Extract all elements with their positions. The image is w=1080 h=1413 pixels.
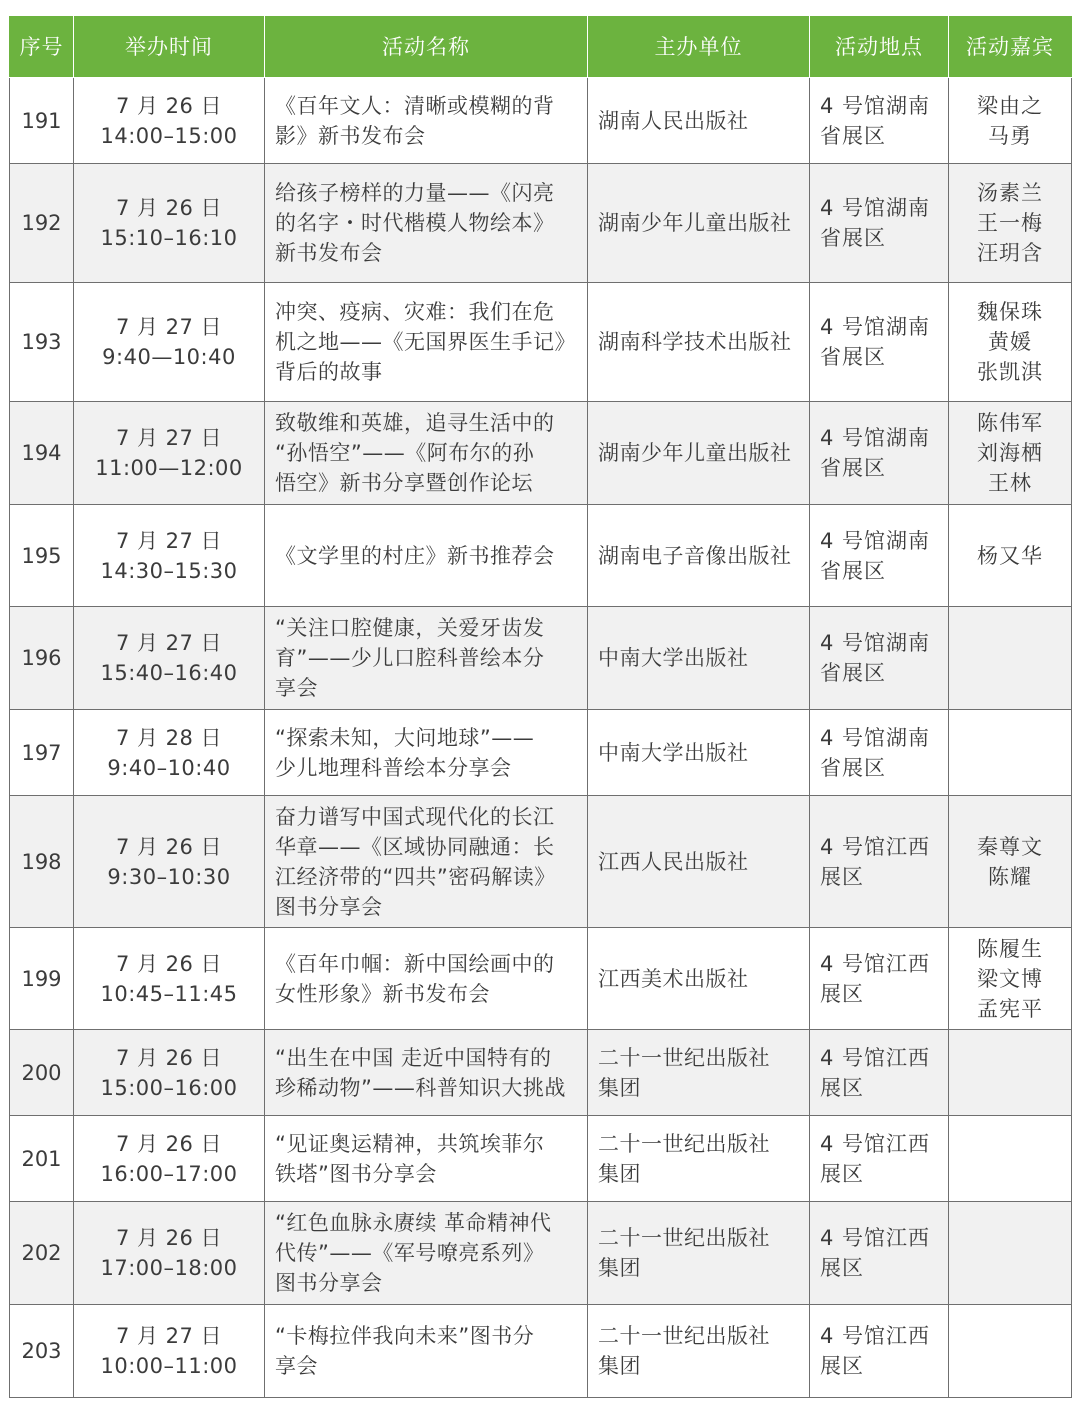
cell-location-line: 4 号馆江西: [820, 1226, 931, 1250]
cell-event-name: [265, 928, 588, 1030]
cell-organizer-line: 二十一世纪出版社: [598, 1226, 770, 1250]
cell-guests: [949, 283, 1072, 402]
cell-event-name-line: 的名字・时代楷模人物绘本》: [275, 211, 555, 235]
event-time-range: 17:00–18:00: [100, 1256, 238, 1280]
cell-event-name: [265, 78, 588, 164]
cell-guests: [949, 796, 1072, 928]
event-time-range: 11:00—12:00: [95, 456, 243, 480]
cell-organizer-line: 湖南人民出版社: [598, 108, 749, 133]
cell-location: [810, 796, 949, 928]
cell-location: [810, 505, 949, 607]
cell-location: [810, 607, 949, 710]
cell-guests-line: 汪玥含: [977, 241, 1043, 265]
cell-organizer-line: 江西美术出版社: [598, 966, 749, 991]
cell-location-line: 省展区: [820, 123, 886, 148]
cell-event-name-line: “关注口腔健康，关爱牙齿发: [275, 616, 545, 640]
table-row: [10, 796, 1072, 928]
cell-location: [810, 1116, 949, 1202]
table-row: [10, 164, 1072, 283]
cell-location-line: 4 号馆江西: [820, 1131, 931, 1156]
table-row: [10, 505, 1072, 607]
cell-guests: [949, 164, 1072, 283]
cell-guests-line: 梁文博: [977, 966, 1043, 991]
cell-guests-line: 汤素兰: [977, 181, 1043, 205]
cell-time: [74, 78, 265, 164]
table-row: [10, 1030, 1072, 1116]
cell-location-line: 省展区: [820, 345, 886, 369]
cell-event-name-line: 背后的故事: [275, 360, 383, 384]
cell-organizer: [588, 164, 810, 283]
cell-time: [74, 710, 265, 796]
cell-location-line: 4 号馆江西: [820, 834, 931, 859]
cell-number: 193: [10, 283, 74, 402]
cell-guests: [949, 1116, 1072, 1202]
cell-time: [74, 164, 265, 283]
cell-organizer-line: 集团: [598, 1256, 641, 1280]
cell-event-name-line: 悟空》新书分享暨创作论坛: [275, 471, 533, 495]
cell-event-name-line: 图书分享会: [275, 1271, 383, 1295]
cell-guests-line: 杨又华: [977, 543, 1043, 568]
cell-number: 200: [10, 1030, 74, 1116]
cell-organizer: [588, 78, 810, 164]
event-date: 7 月 28 日: [115, 725, 223, 750]
cell-event-name-line: 江经济带的“四共”密码解读》: [275, 864, 556, 889]
table-row: [10, 1305, 1072, 1398]
cell-location: [810, 1305, 949, 1398]
cell-event-name: [265, 1116, 588, 1202]
event-date: 7 月 26 日: [115, 951, 223, 976]
cell-location-line: 展区: [820, 981, 864, 1006]
cell-event-name: [265, 505, 588, 607]
cell-location-line: 4 号馆湖南: [820, 528, 931, 553]
cell-event-name: [265, 607, 588, 710]
event-date: 7 月 27 日: [115, 631, 223, 655]
cell-event-name-line: 女性形象》新书发布会: [275, 981, 490, 1006]
header-row: [10, 17, 1072, 78]
cell-organizer-line: 集团: [598, 1075, 641, 1100]
event-date: 7 月 26 日: [115, 834, 223, 859]
cell-guests: [949, 505, 1072, 607]
cell-organizer-line: 湖南少年儿童出版社: [598, 211, 792, 235]
cell-event-name-line: 《百年文人：清晰或模糊的背: [275, 93, 555, 118]
cell-location-line: 4 号馆湖南: [820, 93, 931, 118]
cell-event-name-line: 致敬维和英雄，追寻生活中的: [275, 411, 555, 435]
cell-organizer: [588, 1116, 810, 1202]
cell-time: [74, 796, 265, 928]
table-row: [10, 402, 1072, 505]
cell-number: 197: [10, 710, 74, 796]
cell-location-line: 展区: [820, 1354, 864, 1378]
table-row: [10, 710, 1072, 796]
cell-event-name-line: 代传”——《军号嘹亮系列》: [275, 1241, 545, 1265]
cell-organizer: [588, 283, 810, 402]
cell-event-name-line: 华章——《区域协同融通：长: [275, 834, 555, 859]
header-guests: 活动嘉宾: [949, 17, 1072, 78]
cell-event-name-line: 育”——少儿口腔科普绘本分: [275, 646, 545, 670]
cell-location: [810, 402, 949, 505]
cell-number: 192: [10, 164, 74, 283]
cell-guests-line: 王一梅: [977, 211, 1043, 235]
cell-event-name-line: 《百年巾帼：新中国绘画中的: [275, 951, 555, 976]
event-date: 7 月 26 日: [115, 196, 223, 220]
cell-event-name: [265, 1030, 588, 1116]
cell-organizer: [588, 928, 810, 1030]
event-schedule-table: [9, 16, 1072, 1398]
table-row: [10, 1116, 1072, 1202]
header-organizer: 主办单位: [588, 17, 810, 78]
cell-location: [810, 710, 949, 796]
cell-guests: [949, 1202, 1072, 1305]
cell-guests-line: 马勇: [988, 123, 1032, 148]
table-row: [10, 1202, 1072, 1305]
cell-location-line: 省展区: [820, 226, 886, 250]
cell-location: [810, 1030, 949, 1116]
header-no: 序号: [10, 17, 74, 78]
event-time-range: 10:00–11:00: [100, 1354, 238, 1378]
cell-organizer-line: 江西人民出版社: [598, 849, 749, 874]
cell-organizer: [588, 710, 810, 796]
cell-organizer-line: 中南大学出版社: [598, 646, 749, 670]
cell-event-name-line: 影》新书发布会: [275, 123, 426, 148]
cell-organizer: [588, 796, 810, 928]
cell-event-name: [265, 1305, 588, 1398]
cell-time: [74, 1116, 265, 1202]
cell-event-name: [265, 710, 588, 796]
cell-event-name-line: 少儿地理科普绘本分享会: [275, 755, 512, 780]
event-date: 7 月 26 日: [115, 1226, 223, 1250]
cell-time: [74, 283, 265, 402]
cell-organizer: [588, 505, 810, 607]
cell-event-name-line: “出生在中国 走近中国特有的: [275, 1045, 552, 1070]
table-row: [10, 78, 1072, 164]
cell-event-name-line: 《文学里的村庄》新书推荐会: [275, 543, 555, 568]
cell-organizer-line: 二十一世纪出版社: [598, 1131, 770, 1156]
cell-event-name-line: “探索未知，大问地球”——: [275, 725, 535, 750]
cell-guests-line: 张凯淇: [977, 360, 1043, 384]
cell-organizer: [588, 1202, 810, 1305]
cell-guests-line: 王林: [988, 471, 1032, 495]
event-date: 7 月 26 日: [115, 93, 223, 118]
cell-location-line: 展区: [820, 1256, 864, 1280]
cell-guests-line: 魏保珠: [977, 300, 1043, 324]
cell-number: 191: [10, 78, 74, 164]
cell-number: 199: [10, 928, 74, 1030]
event-time-range: 14:30–15:30: [100, 558, 238, 583]
event-time-range: 15:10–16:10: [100, 226, 238, 250]
header-name: 活动名称: [265, 17, 588, 78]
cell-guests: [949, 607, 1072, 710]
cell-number: 203: [10, 1305, 74, 1398]
cell-organizer-line: 集团: [598, 1354, 641, 1378]
cell-event-name: [265, 402, 588, 505]
cell-number: 196: [10, 607, 74, 710]
header-location: 活动地点: [810, 17, 949, 78]
cell-event-name-line: “孙悟空”——《阿布尔的孙: [275, 441, 535, 465]
cell-location: [810, 283, 949, 402]
cell-location-line: 省展区: [820, 558, 886, 583]
cell-event-name-line: 新书发布会: [275, 241, 383, 265]
cell-location-line: 展区: [820, 1161, 864, 1186]
cell-event-name: [265, 1202, 588, 1305]
cell-guests-line: 梁由之: [977, 93, 1043, 118]
cell-event-name-line: “卡梅拉伴我向未来”图书分: [275, 1324, 535, 1348]
cell-time: [74, 1202, 265, 1305]
cell-location-line: 4 号馆江西: [820, 1324, 931, 1348]
cell-location-line: 展区: [820, 864, 864, 889]
cell-number: 198: [10, 796, 74, 928]
cell-location-line: 4 号馆湖南: [820, 426, 931, 450]
cell-location-line: 4 号馆湖南: [820, 196, 931, 220]
table-body: [10, 78, 1072, 1398]
cell-event-name-line: 铁塔”图书分享会: [275, 1161, 437, 1186]
event-time-range: 9:40–10:40: [107, 755, 231, 780]
event-date: 7 月 26 日: [115, 1131, 223, 1156]
cell-event-name: [265, 164, 588, 283]
cell-time: [74, 1305, 265, 1398]
cell-guests: [949, 1030, 1072, 1116]
cell-location-line: 4 号馆江西: [820, 1045, 931, 1070]
cell-location-line: 4 号馆湖南: [820, 631, 931, 655]
event-date: 7 月 27 日: [115, 1324, 223, 1348]
cell-location-line: 4 号馆江西: [820, 951, 931, 976]
cell-location-line: 省展区: [820, 661, 886, 685]
cell-event-name-line: 机之地——《无国界医生手记》: [275, 330, 576, 354]
cell-guests-line: 刘海栖: [977, 441, 1043, 465]
table-header: [10, 17, 1072, 78]
cell-organizer-line: 湖南科学技术出版社: [598, 330, 792, 354]
cell-time: [74, 1030, 265, 1116]
event-date: 7 月 27 日: [115, 528, 223, 553]
event-time-range: 16:00–17:00: [100, 1161, 238, 1186]
cell-event-name-line: 图书分享会: [275, 894, 383, 919]
cell-number: 201: [10, 1116, 74, 1202]
event-time-range: 15:00–16:00: [100, 1075, 238, 1100]
cell-organizer: [588, 1030, 810, 1116]
cell-event-name-line: 奋力谱写中国式现代化的长江: [275, 804, 555, 829]
cell-organizer: [588, 1305, 810, 1398]
event-date: 7 月 27 日: [115, 315, 223, 339]
cell-guests-line: 陈伟军: [977, 411, 1043, 435]
cell-event-name-line: 给孩子榜样的力量——《闪亮: [275, 181, 555, 205]
cell-guests-line: 黄媛: [988, 330, 1032, 354]
cell-guests-line: 孟宪平: [977, 996, 1043, 1021]
cell-guests: [949, 78, 1072, 164]
cell-organizer-line: 湖南少年儿童出版社: [598, 441, 792, 465]
cell-organizer: [588, 607, 810, 710]
header-time: 举办时间: [74, 17, 265, 78]
cell-guests: [949, 402, 1072, 505]
event-time-range: 9:30–10:30: [107, 864, 231, 889]
cell-organizer-line: 集团: [598, 1161, 641, 1186]
cell-location: [810, 78, 949, 164]
cell-location-line: 4 号馆湖南: [820, 725, 931, 750]
cell-event-name-line: 冲突、疫病、灾难：我们在危: [275, 300, 555, 324]
cell-event-name: [265, 796, 588, 928]
event-time-range: 9:40—10:40: [102, 345, 236, 369]
event-time-range: 15:40–16:40: [100, 661, 238, 685]
cell-location-line: 省展区: [820, 456, 886, 480]
cell-number: 202: [10, 1202, 74, 1305]
event-date: 7 月 27 日: [115, 426, 223, 450]
cell-event-name-line: 享会: [275, 676, 318, 700]
cell-location: [810, 1202, 949, 1305]
event-time-range: 14:00–15:00: [100, 123, 238, 148]
event-date: 7 月 26 日: [115, 1045, 223, 1070]
cell-organizer-line: 二十一世纪出版社: [598, 1045, 770, 1070]
cell-event-name-line: “红色血脉永赓续 革命精神代: [275, 1211, 552, 1235]
cell-event-name-line: “见证奥运精神，共筑埃菲尔: [275, 1131, 545, 1156]
cell-location-line: 展区: [820, 1075, 864, 1100]
cell-guests-line: 秦尊文: [977, 834, 1043, 859]
cell-number: 195: [10, 505, 74, 607]
cell-time: [74, 607, 265, 710]
cell-organizer: [588, 402, 810, 505]
table-row: [10, 928, 1072, 1030]
cell-time: [74, 402, 265, 505]
cell-event-name-line: 享会: [275, 1354, 318, 1378]
cell-location: [810, 928, 949, 1030]
cell-guests-line: 陈耀: [988, 864, 1032, 889]
cell-time: [74, 505, 265, 607]
cell-guests: [949, 710, 1072, 796]
cell-event-name: [265, 283, 588, 402]
table-row: [10, 607, 1072, 710]
cell-organizer-line: 二十一世纪出版社: [598, 1324, 770, 1348]
cell-location: [810, 164, 949, 283]
cell-time: [74, 928, 265, 1030]
cell-location-line: 省展区: [820, 755, 886, 780]
cell-guests: [949, 928, 1072, 1030]
cell-organizer-line: 中南大学出版社: [598, 740, 749, 765]
cell-number: 194: [10, 402, 74, 505]
table-row: [10, 283, 1072, 402]
cell-location-line: 4 号馆湖南: [820, 315, 931, 339]
event-time-range: 10:45–11:45: [100, 981, 238, 1006]
cell-organizer-line: 湖南电子音像出版社: [598, 543, 792, 568]
cell-guests-line: 陈履生: [977, 936, 1043, 961]
cell-event-name-line: 珍稀动物”——科普知识大挑战: [275, 1075, 566, 1100]
cell-guests: [949, 1305, 1072, 1398]
